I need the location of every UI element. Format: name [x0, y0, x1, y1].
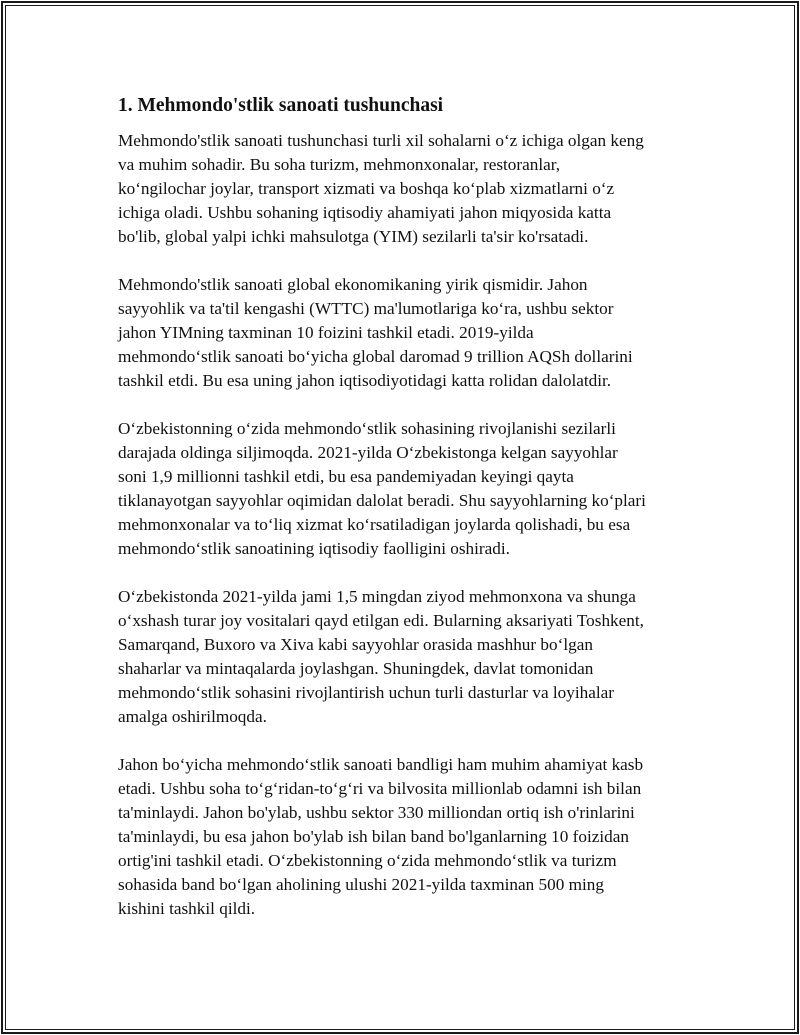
- text-line: jahon YIMning taxminan 10 foizini tashkil etadi. 2019-yilda: [118, 323, 534, 342]
- paragraph-4: [118, 585, 688, 729]
- text-line: mehmondo‘stlik sanoatining iqtisodiy faolligini oshiradi.: [118, 539, 510, 558]
- text-line: Jahon bo‘yicha mehmondo‘stlik sanoati bandligi ham muhim ahamiyat kasb: [118, 755, 644, 774]
- text-line: sohasida band bo‘lgan aholining ulushi 2021-yilda taxminan 500 ming: [118, 875, 604, 894]
- text-line: va muhim sohadir. Bu soha turizm, mehmonxonalar, restoranlar,: [118, 155, 561, 174]
- text-line: o‘xshash turar joy vositalari qayd etilgan edi. Bularning aksariyati Toshkent,: [118, 611, 644, 630]
- text-line: ta'minlaydi, bu esa jahon bo'ylab ish bilan band bo'lganlarning 10 foizidan: [118, 827, 629, 846]
- paragraph-3: [118, 417, 688, 561]
- text-line: kishini tashkil qildi.: [118, 899, 256, 918]
- text-line: mehmondo‘stlik sanoati bo‘yicha global daromad 9 trillion AQSh dollarini: [118, 347, 633, 366]
- paragraph-2: [118, 273, 688, 393]
- text-line: bo'lib, global yalpi ichki mahsulotga (YIM) sezilarli ta'sir ko'rsatadi.: [118, 227, 589, 246]
- document-page: [118, 93, 688, 945]
- section-heading: 1. Mehmondo'stlik sanoati tushunchasi: [118, 95, 444, 116]
- text-line: tiklanayotgan sayyohlar oqimidan dalolat beradi. Shu sayyohlarning ko‘plari: [118, 491, 646, 510]
- text-line: ortig'ini tashkil etadi. O‘zbekistonning o‘zida mehmondo‘stlik va turizm: [118, 851, 617, 870]
- text-line: Mehmondo'stlik sanoati global ekonomikaning yirik qismidir. Jahon: [118, 275, 588, 294]
- text-line: tashkil etdi. Bu esa uning jahon iqtisodiyotidagi katta rolidan dalolatdir.: [118, 371, 612, 390]
- paragraph-5: [118, 753, 688, 921]
- text-line: ko‘ngilochar joylar, transport xizmati va boshqa ko‘plab xizmatlarni o‘z: [118, 179, 615, 198]
- text-line: darajada oldinga siljimoqda. 2021-yilda O‘zbekistonga kelgan sayyohlar: [118, 443, 618, 462]
- text-line: O‘zbekistonning o‘zida mehmondo‘stlik sohasining rivojlanishi sezilarli: [118, 419, 616, 438]
- text-line: shaharlar va mintaqalarda joylashgan. Shuningdek, davlat tomonidan: [118, 659, 594, 678]
- text-line: amalga oshirilmoqda.: [118, 707, 267, 726]
- text-line: Samarqand, Buxoro va Xiva kabi sayyohlar orasida mashhur bo‘lgan: [118, 635, 593, 654]
- text-line: ichiga oladi. Ushbu sohaning iqtisodiy ahamiyati jahon miqyosida katta: [118, 203, 612, 222]
- text-line: O‘zbekistonda 2021-yilda jami 1,5 mingdan ziyod mehmonxona va shunga: [118, 587, 636, 606]
- paragraph-1: [118, 129, 688, 249]
- text-line: sayyohlik va ta'til kengashi (WTTC) ma'lumotlariga ko‘ra, ushbu sektor: [118, 299, 614, 318]
- text-line: soni 1,9 millionni tashkil etdi, bu esa pandemiyadan keyingi qayta: [118, 467, 574, 486]
- text-line: ta'minlaydi. Jahon bo'ylab, ushbu sektor 330 milliondan ortiq ish o'rinlarini: [118, 803, 635, 822]
- text-line: mehmonxonalar va to‘liq xizmat ko‘rsatiladigan joylarda qolishadi, bu esa: [118, 515, 631, 534]
- text-line: Mehmondo'stlik sanoati tushunchasi turli xil sohalarni o‘z ichiga olgan keng: [118, 131, 644, 150]
- text-line: mehmondo‘stlik sohasini rivojlantirish uchun turli dasturlar va loyihalar: [118, 683, 614, 702]
- text-line: etadi. Ushbu soha to‘g‘ridan-to‘g‘ri va bilvosita millionlab odamni ish bilan: [118, 779, 642, 798]
